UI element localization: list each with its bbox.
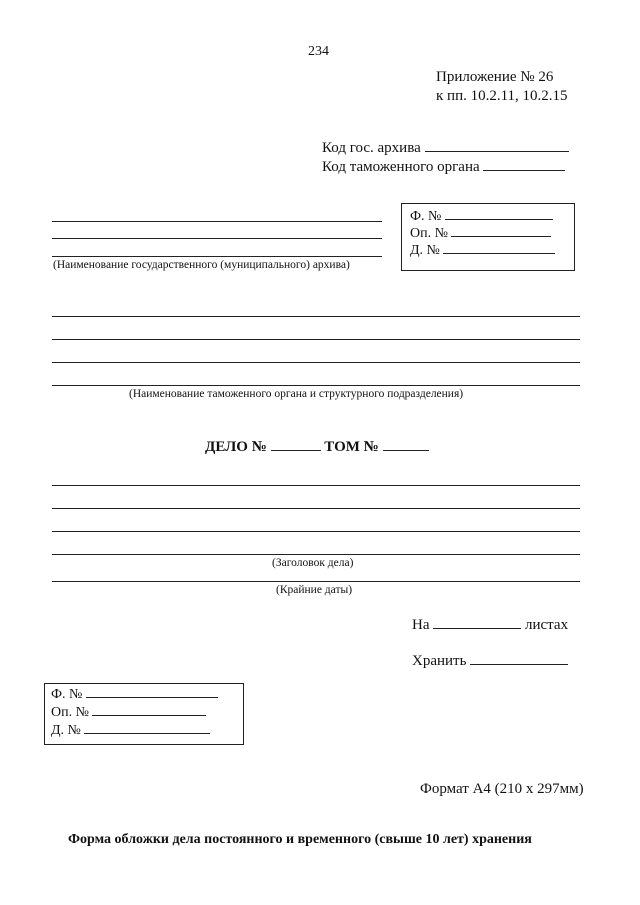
appendix-reference: к пп. 10.2.11, 10.2.15: [436, 88, 568, 104]
archive-name-line-3[interactable]: [52, 256, 382, 257]
sheets-count-field[interactable]: [433, 616, 521, 629]
sheets-on-label: На: [412, 617, 430, 633]
case-title-line-3[interactable]: [52, 531, 580, 532]
dates-caption: (Крайние даты): [276, 584, 353, 596]
case-title-line-1[interactable]: [52, 485, 580, 486]
volume-number-label: ТОМ №: [324, 439, 379, 455]
page-number: 234: [308, 44, 329, 59]
dates-line[interactable]: [52, 581, 580, 582]
bottom-case-field[interactable]: [84, 721, 210, 734]
bottom-inventory-field[interactable]: [92, 703, 206, 716]
bottom-fund-field[interactable]: [86, 685, 218, 698]
inventory-field[interactable]: [451, 224, 551, 237]
archive-code-field[interactable]: [425, 139, 569, 152]
case-row: [410, 241, 555, 259]
fund-box-bottom: [44, 683, 244, 745]
case-title-caption: (Заголовок дела): [272, 557, 354, 569]
fund-box-top: [401, 203, 575, 271]
sheets-label: листах: [525, 617, 569, 633]
customs-code-row: [322, 158, 565, 176]
archive-code-row: [322, 139, 569, 157]
archive-code-label: Код гос. архива: [322, 140, 421, 156]
storage-keep-label: Хранить: [412, 653, 467, 669]
format-note: Формат А4 (210 х 297мм): [420, 781, 584, 797]
inventory-row: [410, 224, 551, 242]
bottom-inventory-label: Оп. №: [51, 705, 89, 720]
customs-code-field[interactable]: [483, 158, 565, 171]
customs-name-line-2[interactable]: [52, 339, 580, 340]
volume-number-field[interactable]: [383, 438, 429, 451]
fund-row: [410, 207, 553, 225]
archive-name-line-2[interactable]: [52, 238, 382, 239]
case-title-line-2[interactable]: [52, 508, 580, 509]
appendix-title: Приложение № 26: [436, 69, 554, 85]
fund-field[interactable]: [445, 207, 553, 220]
customs-code-label: Код таможенного органа: [322, 159, 480, 175]
customs-name-line-3[interactable]: [52, 362, 580, 363]
form-title: Форма обложки дела постоянного и временного (свыше 10 лет) хранения: [68, 832, 532, 847]
customs-name-caption: (Наименование таможенного органа и структурного подразделения): [129, 388, 464, 400]
bottom-fund-label: Ф. №: [51, 687, 83, 702]
bottom-case-row: [51, 721, 210, 739]
case-number-label: ДЕЛО №: [205, 439, 267, 455]
bottom-case-label: Д. №: [51, 723, 81, 738]
storage-row: [412, 652, 568, 670]
inventory-label: Оп. №: [410, 226, 448, 241]
case-header: [205, 438, 429, 456]
archive-name-line-1[interactable]: [52, 221, 382, 222]
bottom-inventory-row: [51, 703, 206, 721]
case-title-line-4[interactable]: [52, 554, 580, 555]
bottom-fund-row: [51, 685, 218, 703]
case-label: Д. №: [410, 243, 440, 258]
sheets-row: [412, 616, 568, 634]
customs-name-line-1[interactable]: [52, 316, 580, 317]
fund-label: Ф. №: [410, 209, 442, 224]
storage-period-field[interactable]: [470, 652, 568, 665]
archive-name-caption: (Наименование государственного (муниципального) архива): [53, 259, 350, 271]
case-field[interactable]: [443, 241, 555, 254]
customs-name-line-4[interactable]: [52, 385, 580, 386]
case-number-field[interactable]: [271, 438, 321, 451]
